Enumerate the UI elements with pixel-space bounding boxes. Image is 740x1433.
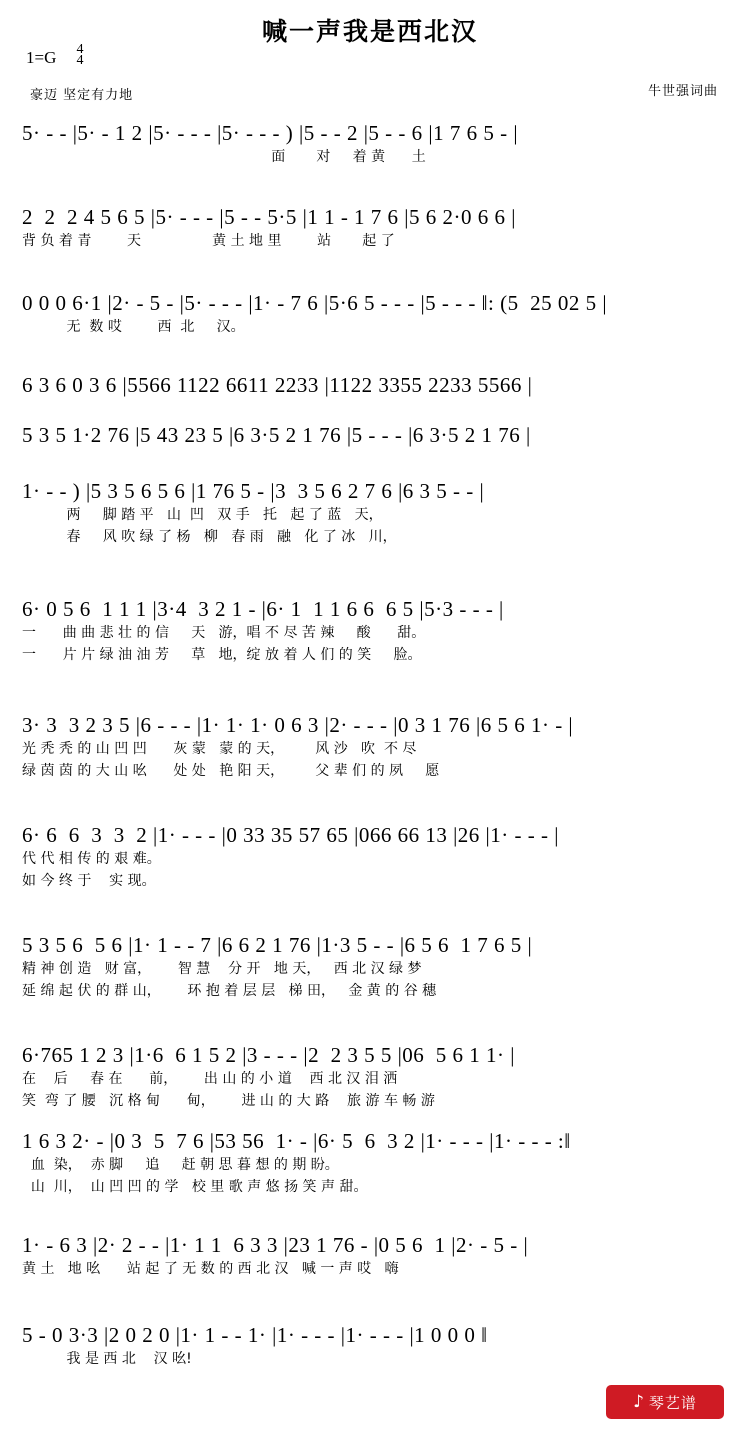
music-system-2 [0,204,740,252]
site-watermark [606,1385,724,1419]
lyric-line-1: 代 代 相 传 的 艰 难。 [22,851,161,867]
music-system-11 [0,1042,740,1112]
lyric-line-2: 一 片 片 绿 油 油 芳 草 地，绽 放 着 人 们 的 笑 脸。 [22,647,422,663]
key-signature [26,48,56,68]
music-system-8 [0,712,740,782]
time-signature-top: 4 [76,42,84,57]
notation-line: 1· - - ) |5 3 5 6 5 6 |1 76 5 - |3 3 5 6 2 7 6 |6 3 5 - - | [22,479,485,503]
lyric-line-2: 春 风 吹 绿 了 杨 柳 春 雨 融 化 了 冰 川， [22,529,397,545]
lyric-line-1: 在 后 春 在 前， 出 山 的 小 道 西 北 汉 泪 洒 [22,1071,398,1087]
notation-line: 1· - 6 3 |2· 2 - - |1· 1 1 6 3 3 |23 1 76 - |0 5 6 1 |2· - 5 - | [22,1233,529,1257]
notation-line: 5· - - |5· - 1 2 |5· - - - |5· - - - ) |5 - - 2 |5 - - 6 |1 7 6 5 - | [22,121,519,145]
notation-line: 2 2 2 4 5 6 5 |5· - - - |5 - - 5·5 |1 1 - 1 7 6 |5 6 2·0 6 6 | [22,205,516,229]
time-signature [72,44,88,66]
lyric-line-1: 两 脚 踏 平 山 凹 双 手 托 起 了 蓝 天， [22,507,383,523]
key-signature-label: 1=G [26,48,57,67]
music-system-13 [0,1232,740,1280]
lyric-line-1: 一 曲 曲 悲 壮 的 信 天 游，唱 不 尽 苦 辣 酸 甜。 [22,625,426,641]
notation-line: 3· 3 3 2 3 5 |6 - - - |1· 1· 1· 0 6 3 |2· - - - |0 3 1 76 |6 5 6 1· - | [22,713,574,737]
watermark-label: 琴艺谱 [648,1393,697,1412]
time-signature-bottom: 4 [76,53,84,68]
music-system-9 [0,822,740,892]
lyric-line-1: 精 神 创 造 财 富， 智 慧 分 开 地 天， 西 北 汉 绿 梦 [22,961,422,977]
music-system-14 [0,1322,740,1370]
notation-line: 5 3 5 6 5 6 |1· 1 - - 7 |6 6 2 1 76 |1·3 5 - - |6 5 6 1 7 6 5 | [22,933,533,957]
music-system-1 [0,120,740,168]
tempo-marking: 豪迈 坚定有力地 [30,88,134,103]
notation-line: 1 6 3 2· - |0 3 5 7 6 |53 56 1· - |6· 5 6 3 2 |1· - - - |1· - - - :‖ [22,1129,571,1153]
notation-line: 6 3 6 0 3 6 |5566 1122 6611 2233 |1122 3355 2233 5566 | [22,373,533,397]
notation-line: 0 0 0 6·1 |2· - 5 - |5· - - - |1· - 7 6 |5·6 5 - - - |5 - - - ‖: (5 25 02 5 | [22,291,608,315]
music-system-6 [0,478,740,548]
lyric-line-2: 绿 茵 茵 的 大 山 吆 处 处 艳 阳 天， 父 辈 们 的 夙 愿 [22,763,440,779]
music-system-3 [0,290,740,338]
music-system-12 [0,1128,740,1198]
lyric-line-2: 延 绵 起 伏 的 群 山， 环 抱 着 层 层 梯 田， 金 黄 的 谷 穗 [22,983,437,999]
page-title: 喊一声我是西北汉 [261,17,478,46]
music-system-7 [0,596,740,666]
lyric-line-2: 如 今 终 于 实 现。 [22,873,156,889]
lyric-line-1: 背 负 着 青 天 黄 土 地 里 站 起 了 [22,233,395,249]
music-system-5 [0,422,740,448]
lyric-line-1: 黄 土 地 吆 站 起 了 无 数 的 西 北 汉 喊 一 声 哎 嗨 [22,1261,399,1277]
notation-line: 6· 0 5 6 1 1 1 |3·4 3 2 1 - |6· 1 1 1 6 6 6 5 |5·3 - - - | [22,597,504,621]
lyric-line-1: 血 染， 赤 脚 追 赶 朝 思 暮 想 的 期 盼。 [22,1157,339,1173]
lyric-line-1: 面 对 着 黄 土 [22,149,426,165]
notation-line: 5 - 0 3·3 |2 0 2 0 |1· 1 - - 1· |1· - - - |1· - - - |1 0 0 0 ‖ [22,1323,488,1347]
notation-line: 6· 6 6 3 3 2 |1· - - - |0 33 35 57 65 |066 66 13 |26 |1· - - - | [22,823,559,847]
lyric-line-2: 山 川， 山 凹 凹 的 学 校 里 歌 声 悠 扬 笑 声 甜。 [22,1179,368,1195]
notation-line: 6·765 1 2 3 |1·6 6 1 5 2 |3 - - - |2 2 3 5 5 |06 5 6 1 1· | [22,1043,515,1067]
composer-credit: 牛世强词曲 [647,84,718,99]
lyric-line-2: 笑 弯 了 腰 沉 格 甸 甸， 进 山 的 大 路 旅 游 车 畅 游 [22,1093,435,1109]
lyric-line-1: 无 数 哎 西 北 汉。 [22,319,245,335]
lyric-line-1: 光 秃 秃 的 山 凹 凹 灰 蒙 蒙 的 天， 风 沙 吹 不 尽 [22,741,417,757]
music-note-icon: ♪ [633,1392,645,1412]
notation-line: 5 3 5 1·2 76 |5 43 23 5 |6 3·5 2 1 76 |5 - - - |6 3·5 2 1 76 | [22,423,531,447]
lyric-line-1: 我 是 西 北 汉 吆! [22,1351,192,1367]
music-system-4 [0,372,740,398]
music-system-10 [0,932,740,1002]
